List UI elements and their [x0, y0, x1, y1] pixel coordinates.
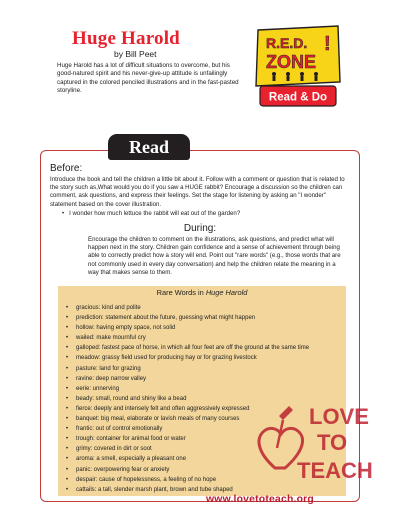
book-author: by Bill Peet [114, 49, 157, 59]
rare-words-heading-title: Huge Harold [205, 288, 248, 297]
list-item: • banquet: big meal, elaborate or lavish meals of many courses [66, 416, 240, 423]
before-heading: Before: [50, 163, 83, 174]
section-tab-read: Read [108, 134, 190, 160]
during-heading: During: [183, 223, 217, 234]
list-item: • wailed: make mournful cry [66, 335, 146, 342]
list-item: • aroma: a smell, especially a pleasant one [66, 456, 187, 463]
logo-exclamation: ! [324, 33, 331, 55]
list-item: • cattails: a tall, slender marsh plant, brown and tube shaped [66, 486, 233, 493]
during-text: Encourage the children to comment on the illustrations, ask questions, and predict what will happen next in the story. Children gain confidence and a sense of achievement through being able to correctly predict how a story will end. Point out "rare words" (e.g., those words that are not commonly used in every day conversation) and help the children relate the meaning in a way that makes sense to them. [88, 236, 341, 276]
rare-words-heading [58, 288, 346, 297]
before-text: Introduce the book and tell the children a little bit about it. Follow with a comment or question that is related to the story such as,What would you do if you saw a HUGE rabbit? Encourage a discussion so the children can comment, ask questions, and express their feelings. Set the stage for listening by asking an "I wonder" statement based on the cover illustration. [50, 176, 345, 208]
watermark-love: LOVE [309, 404, 369, 429]
list-item: • gracious: kind and polite [66, 305, 141, 311]
list-item: • frantic: out of control emotionally [66, 426, 163, 433]
bullet-icon: • [62, 210, 65, 217]
list-item: • eerie: unnerving [66, 385, 120, 392]
list-item: • despair: cause of hopelessness, a feeling of no hope [66, 476, 217, 483]
list-item: • panic: overpowering fear or anxiety [66, 466, 170, 473]
list-item: • pasture: land for grazing [66, 365, 141, 372]
list-item: • grimy: covered in dirt or soot [66, 446, 152, 453]
before-bullet-text: I wonder how much lettuce the rabbit will eat out of the garden? [69, 210, 241, 217]
before-bullet [62, 210, 240, 217]
watermark-url[interactable]: www.lovetoteach.org [206, 494, 314, 505]
book-intro: Huge Harold has a lot of difficult situations to overcome, but his good-natured spirit and his never-give-up attitude is unfailingly captured in the colored penciled illustrations and in the fast-pasted storyline. [57, 62, 239, 95]
watermark-to: TO [317, 430, 348, 455]
list-item: • ravine: deep narrow valley [66, 375, 147, 382]
list-item: • fierce: deeply and intensely felt and often aggressively expressed [66, 405, 250, 412]
list-item: • trough: container for animal food or water [66, 436, 186, 443]
logo-tagline: Read & Do [268, 91, 328, 104]
pencil-icon [279, 406, 293, 420]
list-item: • hollow: having empty space, not solid [66, 325, 176, 332]
logo-red-text: R.E.D. [266, 35, 308, 51]
rare-words-heading-prefix: Rare Words in [156, 288, 206, 297]
list-item: • meadow: grassy field used for producing hay or for grazing livestock [66, 355, 257, 362]
logo-zone-text: ZONE [266, 52, 317, 72]
list-item: • prediction: statement about the future, guessing what might happen [66, 315, 256, 322]
red-zone-logo [254, 24, 342, 112]
page-title: Huge Harold [72, 28, 180, 49]
watermark-teach: TEACH [297, 458, 373, 483]
list-item: • beady: small, round and shiny like a bead [66, 395, 187, 402]
list-item: • galloped: fastest pace of horse, in which all four feet are off the ground at the same time [66, 345, 310, 352]
love-to-teach-watermark [253, 398, 373, 486]
